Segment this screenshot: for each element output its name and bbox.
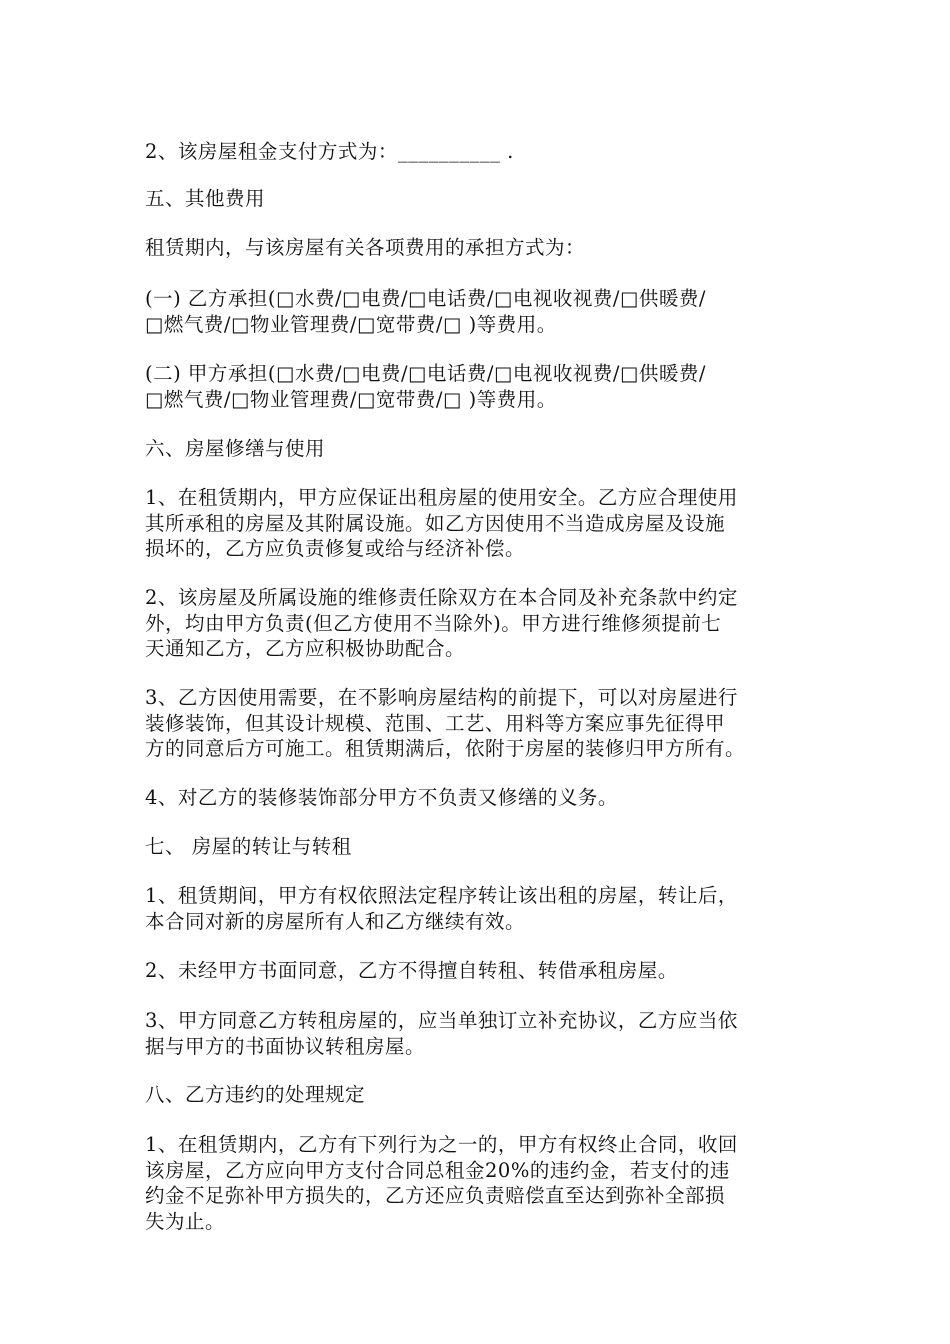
text-line: 装修装饰，但其设计规模、范围、工艺、用料等方案应事先征得甲	[145, 711, 726, 735]
text-line: (二) 甲方承担(□水费/□电费/□电话费/□电视收视费/□供暖费/	[145, 362, 706, 385]
text-line: 租赁期内，与该房屋有关各项费用的承担方式为：	[145, 236, 586, 259]
text-line: 3、乙方因使用需要，在不影响房屋结构的前提下，可以对房屋进行	[145, 686, 738, 709]
section-heading-breach	[145, 1082, 813, 1108]
paragraph-repair-3	[145, 685, 813, 762]
paragraph-repair-4	[145, 785, 813, 811]
text-line: 六、房屋修缮与使用	[145, 437, 326, 460]
text-line: 外，均由甲方负责(但乙方使用不当除外)。甲方进行维修须提前七	[145, 611, 722, 635]
text-line: □燃气费/□物业管理费/□宽带费/□ )等费用。	[145, 312, 557, 336]
text-line: 4、对乙方的装修装饰部分甲方不负责又修缮的义务。	[145, 786, 618, 809]
text-line: 五、其他费用	[145, 187, 266, 210]
paragraph-repair-2	[145, 585, 813, 662]
text-line: 该房屋，乙方应向甲方支付合同总租金20%的违约金，若支付的违	[145, 1158, 730, 1182]
text-line: 1、在租赁期内，乙方有下列行为之一的，甲方有权终止合同，收回	[145, 1133, 738, 1156]
paragraph-transfer-3	[145, 1008, 813, 1059]
text-line: 失为止。	[145, 1209, 226, 1233]
text-line: 八、乙方违约的处理规定	[145, 1083, 366, 1106]
text-line: 方的同意后方可施工。租赁期满后，依附于房屋的装修归甲方所有。	[145, 737, 746, 760]
text-line: 1、在租赁期内，甲方应保证出租房屋的使用安全。乙方应合理使用	[145, 486, 738, 509]
section-heading-repair	[145, 436, 813, 462]
paragraph-fees-tenant	[145, 286, 813, 337]
text-line: 其所承租的房屋及其附属设施。如乙方因使用不当造成房屋及设施	[145, 511, 726, 535]
text-line: (一) 乙方承担(□水费/□电费/□电话费/□电视收视费/□供暖费/	[145, 287, 706, 310]
paragraph-transfer-1	[145, 883, 813, 934]
text-line: 1、租赁期间，甲方有权依照法定程序转让该出租的房屋，转让后，	[145, 884, 738, 907]
text-line: □燃气费/□物业管理费/□宽带费/□ )等费用。	[145, 387, 557, 411]
section-heading-other-fees	[145, 186, 813, 212]
paragraph-rent-payment	[145, 139, 813, 165]
text-line: 天通知乙方，乙方应积极协助配合。	[145, 637, 466, 660]
text-line: 据与甲方的书面协议转租房屋。	[145, 1034, 426, 1058]
paragraph-repair-1	[145, 485, 813, 562]
text-line: 损坏的，乙方应负责修复或给与经济补偿。	[145, 537, 526, 560]
section-heading-transfer	[145, 834, 813, 860]
text-line: 约金不足弥补甲方损失的，乙方还应负责赔偿直至达到弥补全部损	[145, 1184, 726, 1207]
text-line: 七、 房屋的转让与转租	[145, 835, 352, 858]
paragraph-fees-landlord	[145, 361, 813, 412]
paragraph-breach-1	[145, 1132, 813, 1234]
text-line: 2、该房屋租金支付方式为：__________ .	[145, 140, 514, 163]
paragraph-fees-intro	[145, 235, 813, 261]
paragraph-transfer-2	[145, 958, 813, 984]
text-line: 2、该房屋及所属设施的维修责任除双方在本合同及补充条款中约定	[145, 586, 738, 609]
text-line: 本合同对新的房屋所有人和乙方继续有效。	[145, 909, 526, 933]
text-line: 2、未经甲方书面同意，乙方不得擅自转租、转借承租房屋。	[145, 959, 678, 982]
text-line: 3、甲方同意乙方转租房屋的，应当单独订立补充协议，乙方应当依	[145, 1009, 738, 1032]
